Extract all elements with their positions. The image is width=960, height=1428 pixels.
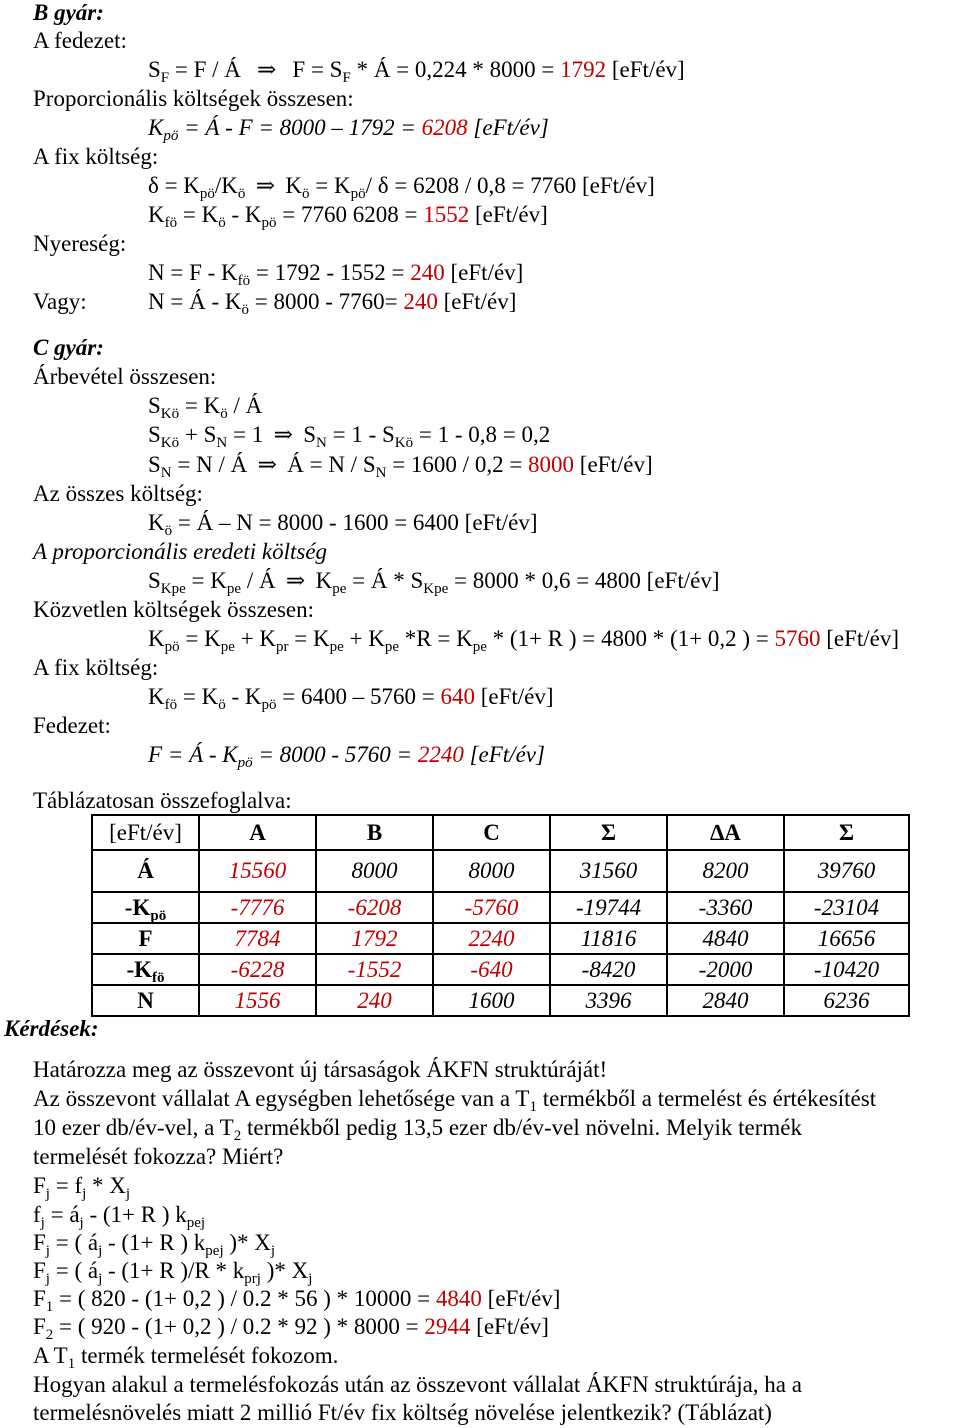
- formula-5: $F_1$ = ( 820 - (1+ 0,2 ) / 0.2 * 56 ) * 10000 = 4840 [eFt/év]: [33, 1286, 561, 1315]
- c-fedezet-label: Fedezet:: [33, 713, 111, 738]
- table-cell: 39760: [784, 850, 909, 892]
- table-cell: 2840: [667, 985, 784, 1016]
- question-2-line-1: Az összevont vállalat A egységben lehetősége van a $T_1$ termékből a termelést és értékesítést: [33, 1086, 877, 1115]
- b-eq-kfo: $K_{fö} = K_ö - K_{pö} = 7760$ 6208 = 1552 [eFt/év]: [148, 202, 548, 231]
- table-cell: -2000: [667, 954, 784, 985]
- c-factory-title: C gyár:: [33, 335, 104, 360]
- b-eq-delta: $\delta = K_{pö}/K_ö$ ⇒ $K_ö = K_{pö}/$ δ = 6208 / 0,8 = 7760 [eFt/év]: [148, 173, 655, 202]
- b-eq-sf: $S_F = F$ / Á ⇒ $F = S_F$ * Á = 0,224 * 8000 = 1792 [eFt/év]: [148, 57, 685, 86]
- question-1: Határozza meg az összevont új társaságok ÁKFN struktúráját!: [33, 1057, 608, 1082]
- b-nyereseg-label: Nyereség:: [33, 231, 127, 256]
- table-cell: 1600: [433, 985, 550, 1016]
- formula-1: $F_j = f_j * X_j$: [33, 1173, 131, 1202]
- table-cell: 11816: [550, 923, 667, 954]
- table-cell: -23104: [784, 892, 909, 923]
- c-prop-label: A proporcionális eredeti költség: [33, 539, 328, 564]
- b-eq-kpo: $K_{pö}$ = Á - F = 8000 – 1792 = 6208 [eFt/év]: [148, 115, 549, 144]
- table-cell: -640: [433, 954, 550, 985]
- formula-6: $F_2$ = ( 920 - (1+ 0,2 ) / 0.2 * 92 ) * 8000 = 2944 [eFt/év]: [33, 1314, 549, 1343]
- table-cell: -1552: [316, 954, 433, 985]
- c-arbevetel-label: Árbevétel összesen:: [33, 364, 217, 389]
- c-fix-label: A fix költség:: [33, 655, 159, 680]
- table-cell: -5760: [433, 892, 550, 923]
- c-osszes-label: Az összes költség:: [33, 481, 203, 506]
- table-cell: -7776: [199, 892, 316, 923]
- table-cell: -8420: [550, 954, 667, 985]
- question-3-line-1: Hogyan alakul a termelésfokozás után az összevont vállalat ÁKFN struktúrája, ha a: [33, 1372, 802, 1397]
- table-header-row: [92, 815, 909, 850]
- row-label: Á: [92, 850, 199, 892]
- table-cell: 8000: [433, 850, 550, 892]
- c-eq2: $S_{Kö} + S_N = 1$ ⇒ $S_N = 1 - S_{Kö} = 1 - 0,8 = 0,2$: [148, 422, 551, 451]
- b-vagy-label: Vagy:: [33, 289, 87, 314]
- c-eq7: $K_{fö} = K_ö - K_{pö} = 6400 - 5760 = 640$ [eFt/év]: [148, 684, 554, 713]
- row-label: $-K_{fö}$: [92, 954, 199, 985]
- c-eq4: $K_ö$ = Á – N = 8000 - 1600 = 6400 [eFt/év]: [148, 510, 538, 539]
- table-cell: 1792: [316, 923, 433, 954]
- table-cell: -3360: [667, 892, 784, 923]
- table-row: [92, 985, 909, 1016]
- question-2-line-3: termelését fokozza? Miért?: [33, 1144, 284, 1169]
- table-cell: 8000: [316, 850, 433, 892]
- b-eq-n2: N = Á - $K_ö = 8000 - 7760= 240$ [eFt/év]: [148, 289, 517, 318]
- b-eq-n1: $N = F - K_{fö} = 1792 - 1552 = 240$ [eFt/év]: [148, 260, 524, 289]
- table-header-cell: C: [433, 815, 550, 850]
- table-cell: 15560: [199, 850, 316, 892]
- c-eq1: $S_{Kö} = K_ö$ / Á: [148, 393, 263, 422]
- row-label: $-K_{pö}$: [92, 892, 199, 923]
- table-cell: 8200: [667, 850, 784, 892]
- table-cell: -6228: [199, 954, 316, 985]
- question-2-line-2: 10 ezer db/év-vel, a $T_2$ termékből pedig 13,5 ezer db/év-vel növelni. Melyik termék: [33, 1115, 803, 1144]
- table-cell: 3396: [550, 985, 667, 1016]
- formula-3: $F_j$ = ( $á_j - (1+ R$ ) $k_{pej}$ )* $X_j$: [33, 1230, 276, 1259]
- table-header-cell: Σ: [550, 815, 667, 850]
- table-header-cell: B: [316, 815, 433, 850]
- table-header-cell: Σ: [784, 815, 909, 850]
- table-cell: 1556: [199, 985, 316, 1016]
- c-eq3: $S_N = N$ / Á ⇒ Á = $N / S_N = 1600 / 0,2 = 8000$ [eFt/év]: [148, 452, 653, 481]
- table-row: [92, 954, 909, 985]
- table-cell: 31560: [550, 850, 667, 892]
- table-cell: 240: [316, 985, 433, 1016]
- table-row: [92, 923, 909, 954]
- question-3-line-2: termelésnövelés miatt 2 millió Ft/év fix költség növelése jelentkezik? (Táblázat): [33, 1400, 772, 1425]
- b-fix-label: A fix költség:: [33, 144, 159, 169]
- formula-2: $f_j$ = $á_j - (1+ R$ ) $k_{pej}$: [33, 1202, 206, 1231]
- row-label: F: [92, 923, 199, 954]
- c-eq6: $K_{pö} = K_{pe} + K_{pr} = K_{pe} + K_{pe}$ $*R = K_{pe} * (1+ R$ ) = 4800 * (1+ 0,2 ) = 5760 [eFt/év]: [148, 626, 900, 655]
- c-eq8: F = Á - $K_{pö} = 8000 - 5760 = 2240$ [eFt/év]: [148, 742, 545, 771]
- table-header-cell: ∆A: [667, 815, 784, 850]
- b-prop-label: Proporcionális költségek összesen:: [33, 86, 354, 111]
- c-eq5: $S_{Kpe} = K_{pe}$ / Á ⇒ $K_{pe}$ = Á * $S_{Kpe} = 8000 * 0,6 = 4800$ [eFt/év]: [148, 568, 720, 597]
- table-cell: -10420: [784, 954, 909, 985]
- table-cell: -19744: [550, 892, 667, 923]
- table-header-cell: [eFt/év]: [92, 815, 199, 850]
- table-intro: Táblázatosan összefoglalva:: [33, 788, 292, 813]
- table-cell: 7784: [199, 923, 316, 954]
- table-cell: 6236: [784, 985, 909, 1016]
- table-cell: 16656: [784, 923, 909, 954]
- b-fedezet-label: A fedezet:: [33, 28, 127, 53]
- table-row: [92, 850, 909, 892]
- row-label: N: [92, 985, 199, 1016]
- formula-4: $F_j$ = ( $á_j - (1+ R$ )$/R * k_{prj}$ )* $X_j$: [33, 1258, 313, 1287]
- answer-1: A $T_1$ termék termelését fokozom.: [33, 1343, 339, 1372]
- summary-table: [91, 814, 910, 1017]
- table-cell: 2240: [433, 923, 550, 954]
- table-header-cell: A: [199, 815, 316, 850]
- table-cell: -6208: [316, 892, 433, 923]
- c-kozvetlen-label: Közvetlen költségek összesen:: [33, 597, 315, 622]
- questions-title: Kérdések:: [4, 1016, 99, 1041]
- table-row: [92, 892, 909, 923]
- b-factory-title: B gyár:: [33, 0, 104, 25]
- table-cell: 4840: [667, 923, 784, 954]
